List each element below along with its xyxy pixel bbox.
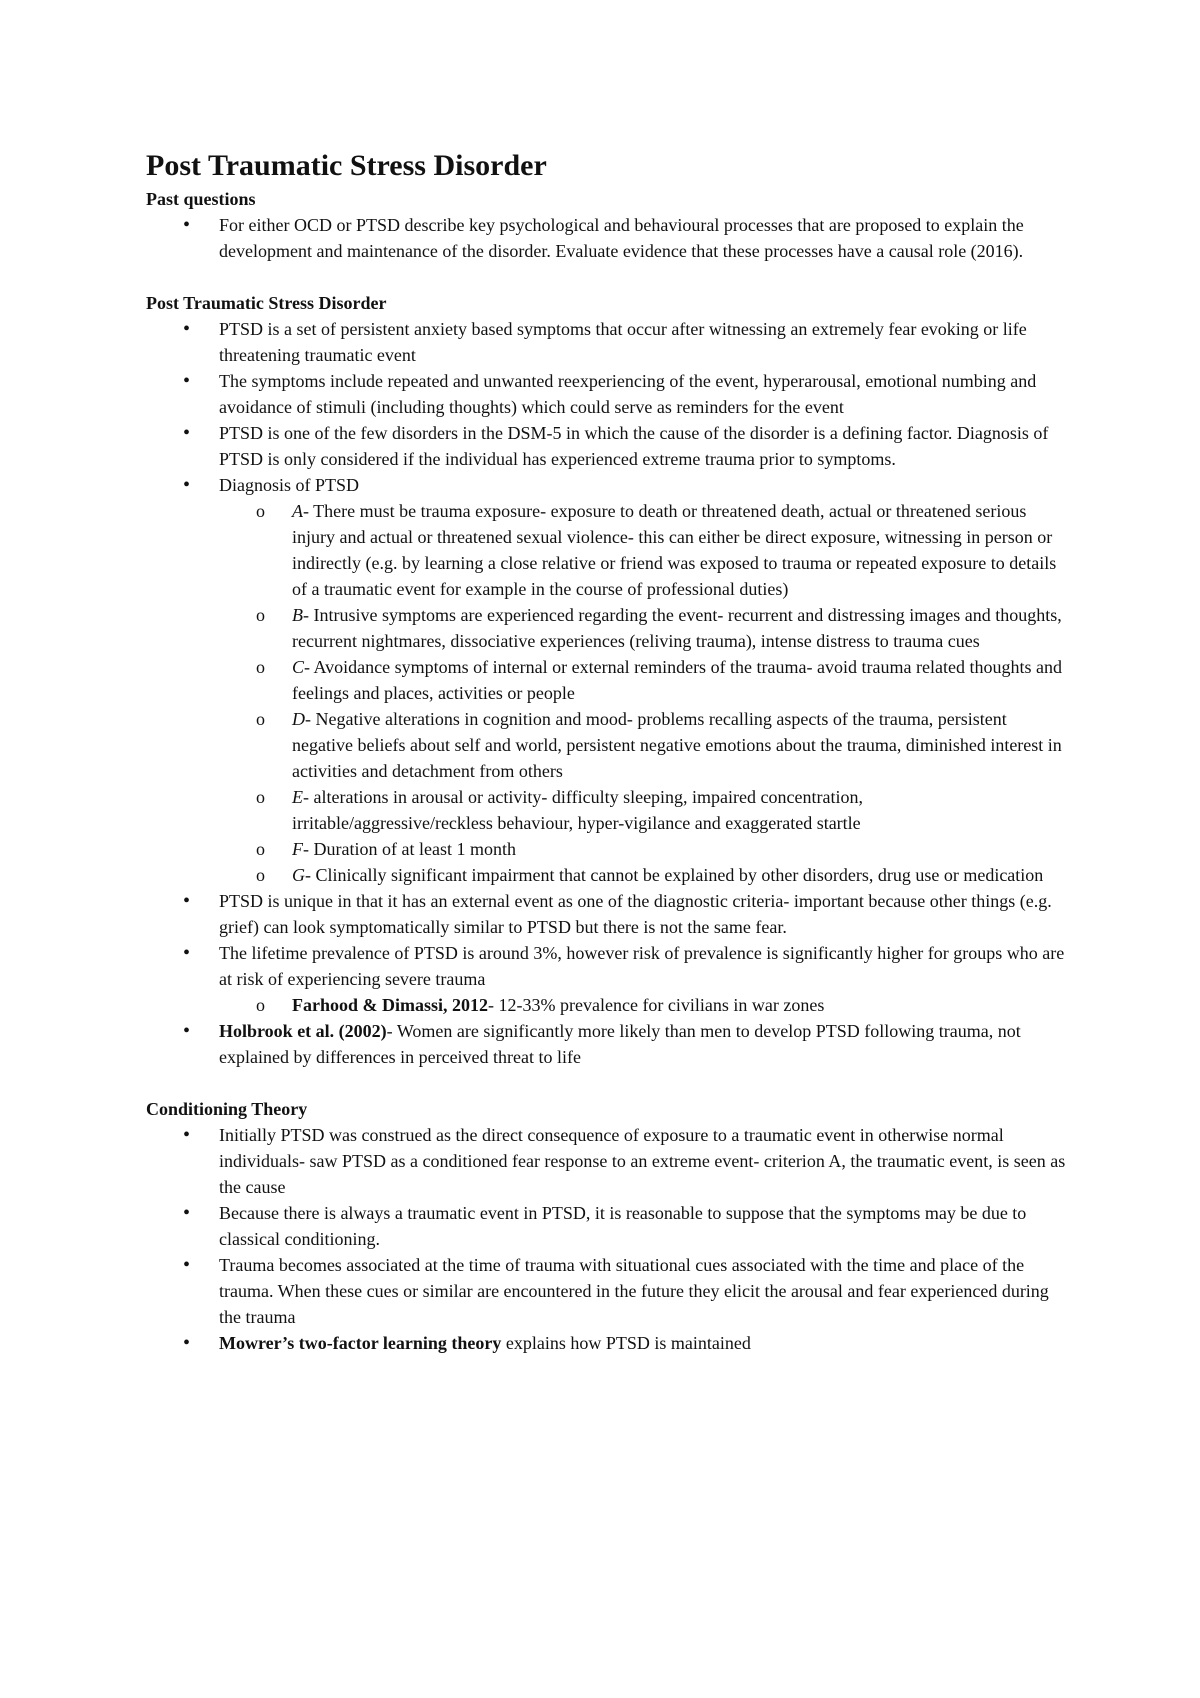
citation: Holbrook et al. (2002) [219, 1021, 387, 1041]
list-item: • Initially PTSD was construed as the direct consequence of exposure to a traumatic event in otherwise normal individuals- saw PTSD as a conditioned fear response to an extreme event- criterion A, the traumatic event, is seen as the cause [146, 1122, 1066, 1200]
sub-item-text: - 12-33% prevalence for civilians in war zones [488, 995, 825, 1015]
criterion-item [219, 654, 1066, 706]
conditioning-heading: Conditioning Theory [146, 1099, 308, 1119]
list-item-text: explains how PTSD is maintained [501, 1333, 751, 1353]
past-questions-heading: Past questions [146, 189, 256, 209]
list-item: • For either OCD or PTSD describe key psychological and behavioural processes that are proposed to explain the development and maintenance of the disorder. Evaluate evidence that these processes have a causal role (2016). [146, 212, 1066, 264]
citation: Farhood & Dimassi, 2012 [292, 995, 489, 1015]
list-item: • PTSD is one of the few disorders in the DSM-5 in which the cause of the disorder is a defining factor. Diagnosis of PTSD is only considered if the individual has experienced extreme trauma prior to symptoms. [146, 420, 1066, 472]
criterion-letter: G [292, 865, 305, 885]
criterion-item [219, 784, 1066, 836]
list-item [146, 1018, 1066, 1070]
criterion-text: - alterations in arousal or activity- difficulty sleeping, impaired concentration, irritable/aggressive/reckless behaviour, hyper-vigilance and exaggerated startle [292, 787, 863, 833]
list-item: • PTSD is a set of persistent anxiety based symptoms that occur after witnessing an extremely fear evoking or life threatening traumatic event [146, 316, 1066, 368]
past-questions-list [146, 212, 1066, 264]
diagnosis-criteria-list [219, 498, 1066, 888]
prevalence-sublist [219, 992, 1066, 1018]
document-page [146, 146, 1066, 1356]
conditioning-list [146, 1122, 1066, 1356]
criterion-text: - Clinically significant impairment that cannot be explained by other disorders, drug use or medication [305, 865, 1044, 885]
criterion-item [219, 836, 1066, 862]
theory-name: Mowrer’s two-factor learning theory [219, 1333, 502, 1353]
criterion-item [219, 498, 1066, 602]
ptsd-list [146, 316, 1066, 1070]
criterion-text: - Avoidance symptoms of internal or external reminders of the trauma- avoid trauma related thoughts and feelings and places, activities or people [292, 657, 1062, 703]
criterion-item [219, 862, 1066, 888]
criterion-text: - Duration of at least 1 month [303, 839, 516, 859]
list-item [146, 940, 1066, 1018]
criterion-letter: A [292, 501, 303, 521]
diagnosis-label: Diagnosis of PTSD [219, 475, 360, 495]
prevalence-text: The lifetime prevalence of PTSD is around 3%, however risk of prevalence is significantly higher for groups who are at risk of experiencing severe trauma [219, 943, 1065, 989]
list-item: • Because there is always a traumatic event in PTSD, it is reasonable to suppose that the symptoms may be due to classical conditioning. [146, 1200, 1066, 1252]
criterion-letter: B [292, 605, 303, 625]
criterion-item [219, 602, 1066, 654]
document-title: Post Traumatic Stress Disorder [146, 149, 547, 182]
list-item: • PTSD is unique in that it has an external event as one of the diagnostic criteria- important because other things (e.g. grief) can look symptomatically similar to PTSD but there is not the same fear. [146, 888, 1066, 940]
criterion-letter: C [292, 657, 305, 677]
criterion-text: - Negative alterations in cognition and mood- problems recalling aspects of the trauma, persistent negative beliefs about self and world, persistent negative emotions about the trauma, diminished interest in activities and detachment from others [292, 709, 1062, 781]
criterion-letter: D [292, 709, 305, 729]
list-item: • Trauma becomes associated at the time of trauma with situational cues associated with the time and place of the trauma. When these cues or similar are encountered in the future they elicit the arousal and fear experienced during the trauma [146, 1252, 1066, 1330]
list-item: • The symptoms include repeated and unwanted reexperiencing of the event, hyperarousal, emotional numbing and avoidance of stimuli (including thoughts) which could serve as reminders for the event [146, 368, 1066, 420]
criterion-item [219, 706, 1066, 784]
criterion-text: - There must be trauma exposure- exposure to death or threatened death, actual or threatened serious injury and actual or threatened sexual violence- this can either be direct exposure, witnessing in person or indirectly (e.g. by learning a close relative or friend was exposed to trauma or repeated exposure to details of a traumatic event for example in the course of professional duties) [292, 501, 1057, 599]
criterion-letter: E [292, 787, 303, 807]
list-item [146, 472, 1066, 888]
list-item-text: - Women are significantly more likely than men to develop PTSD following trauma, not explained by differences in perceived threat to life [219, 1021, 1021, 1067]
criterion-letter: F [292, 839, 303, 859]
ptsd-section-heading: Post Traumatic Stress Disorder [146, 293, 387, 313]
criterion-text: - Intrusive symptoms are experienced regarding the event- recurrent and distressing images and thoughts, recurrent nightmares, dissociative experiences (reliving trauma), intense distress to trauma cues [292, 605, 1062, 651]
sub-item [219, 992, 1066, 1018]
list-item [146, 1330, 1066, 1356]
